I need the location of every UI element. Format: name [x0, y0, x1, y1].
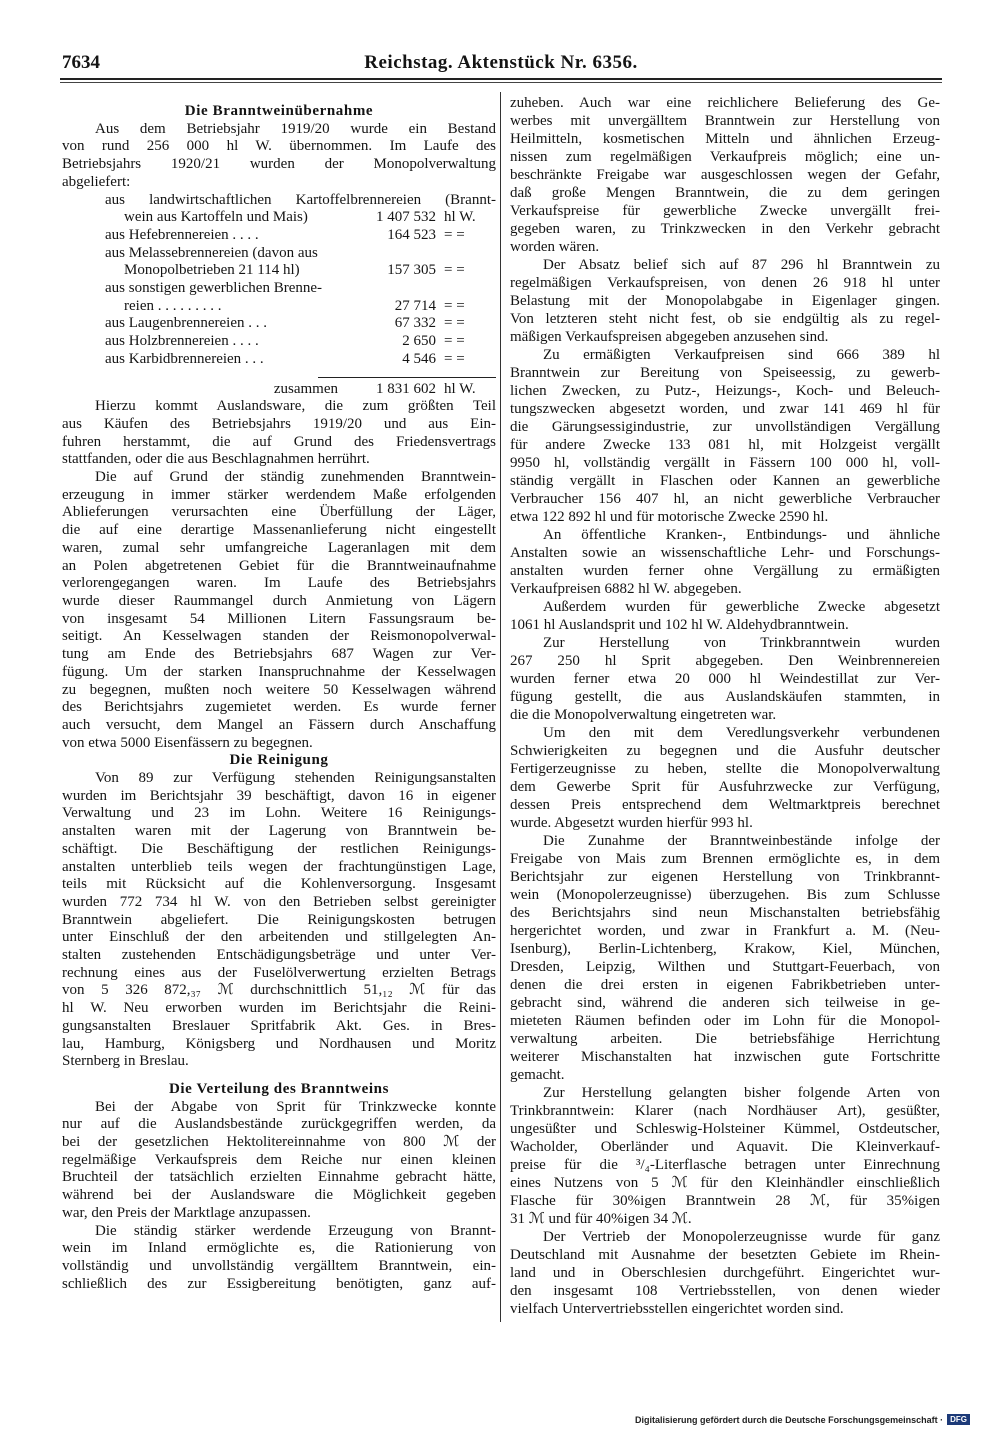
section-heading: Die Verteilung des Branntweins — [168, 1080, 390, 1097]
table-row — [62, 262, 496, 280]
text-line: anstalten unterblieb teils wegen der frachtungünstigen Lage, — [62, 858, 496, 875]
row-label: aus Laugenbrennereien . . . — [105, 315, 268, 332]
text-line: Außerdem wurden für gewerbliche Zwecke abgesetzt — [543, 599, 940, 615]
text-line: Zur Herstellung gelangten bisher folgende Arten von — [543, 1085, 940, 1101]
text-line: war, den Preis der Marktlage anzupassen. — [62, 1204, 311, 1221]
text-line: wurde. Abgesetzt wurden hierfür 993 hl. — [510, 815, 753, 831]
row-unit: = = — [444, 297, 465, 314]
text-line: Verkaufspreise für gewerbliche Zwecke unvergällt frei- — [510, 203, 940, 219]
header-rule-thin — [60, 82, 942, 83]
text-line: Berichtsjahr zur eigenen Herstellung von Trinkbrannt- — [510, 869, 940, 885]
text-line: gebracht sind, während die anderen sich teilweise in ge- — [510, 995, 940, 1011]
paragraph — [510, 526, 940, 598]
text-line: Anstalten sowie an wissenschaftliche Lehr- und Forschungs- — [510, 545, 940, 561]
text-line: Schwierigkeiten zu begegnen und die Ausfuhr deutscher — [510, 743, 940, 759]
text-line: Die auf Grund der ständig zunehmenden Branntwein- — [95, 469, 496, 486]
text-line: wurden im Berichtsjahr 39 beschäftigt, davon 16 in eigener — [62, 787, 496, 804]
text-line: daß große Mengen Branntwein, die zu dem geringen — [510, 185, 940, 201]
text-line: den insgesamt 108 Vertriebsstellen, von denen wieder — [510, 1283, 940, 1299]
text-line: verwaltung arbeiten. Die betriebsfähige Herrichtung — [510, 1031, 940, 1047]
text-line: weiterer Mischanstalten hat inzwischen gute Fortschritte — [510, 1049, 940, 1065]
text-line: die auf eine derartige Massenanlieferung nicht eingestellt — [62, 522, 496, 539]
dfg-logo: DFG — [947, 1414, 970, 1425]
row-label: aus landwirtschaftlichen Kartoffelbrennereien (Brannt- — [105, 191, 496, 208]
text-line: des Berichtsjahrs sind neun Mischanstalten betriebsfähig — [510, 905, 940, 921]
paragraph — [510, 724, 940, 832]
text-line: Trinkbranntwein: Klarer (nach Nordhäuser Art), gesüßter, — [510, 1103, 940, 1119]
text-line: wurde dieser Raummangel durch Anmietung von Lägern — [62, 592, 496, 609]
row-value — [346, 245, 436, 263]
text-line: Betriebsjahrs 1920/21 wurden der Monopolverwaltung — [62, 156, 496, 173]
text-line: worden wären. — [510, 239, 600, 255]
text-line: Der Absatz belief sich auf 87 296 hl Branntwein zu — [543, 257, 940, 273]
text-line: Branntwein zur Bereitung von Speiseessig, zu gewerb- — [510, 365, 940, 381]
text-line: 267 250 hl Sprit abgegeben. Den Weinbrennereien — [510, 653, 940, 669]
text-line: 31 ℳ und für 40%igen 34 ℳ. — [510, 1211, 692, 1227]
text-line: während bei der Auslandsware die Möglichkeit gegeben — [62, 1187, 496, 1204]
distillery-table — [62, 192, 496, 399]
paragraph — [62, 1223, 496, 1294]
text-line: verlorengegangen waren. Im Laufe des Betriebsjahrs — [62, 575, 496, 592]
text-line: schäftigt. Die Beschäftigung der restlichen Reinigungs- — [62, 840, 496, 857]
text-line: gemacht. — [510, 1067, 565, 1083]
text-line: stattfanden, oder die aus Beschlagnahmen herrührt. — [62, 451, 370, 468]
left-column — [62, 103, 496, 1293]
column-divider — [500, 92, 501, 1322]
text-line: lichen Zwecken, zu Putz-, Heizungs-, Koch- und Beleuch- — [510, 383, 940, 399]
text-line: von etwa 5000 Eisenfässern zu begegnen. — [62, 734, 313, 751]
table-row — [62, 192, 496, 210]
row-label: wein aus Kartoffeln und Mais) — [124, 209, 308, 226]
row-label: aus Holzbrennereien . . . . — [105, 333, 259, 350]
text-line: wurden 772 734 hl W. von den Betrieben selbst gereinigter — [62, 893, 496, 910]
text-line: ständig vergällt in Flaschen oder Kannen an gewerbliche — [510, 473, 940, 489]
text-line: Fertigerzeugnisse zu heben, stellte die Monopolverwaltung — [510, 761, 940, 777]
text-line: Wacholder, Oberländer und Aquavit. Die Kleinverkauf- — [510, 1139, 940, 1155]
text-line: Bei der Abgabe von Sprit für Trinkzwecke konnte — [95, 1098, 496, 1115]
text-line: Hierzu kommt Auslandsware, die zum größten Teil — [95, 398, 496, 415]
text-line: vielfach Untervertriebsstellen eingerichtet worden sind. — [510, 1301, 844, 1317]
table-row — [62, 298, 496, 316]
table-row — [62, 351, 496, 369]
text-line: teils mit Rücksicht auf die Kohlenversorgung. Insgesamt — [62, 876, 496, 893]
row-value: 27 714 — [394, 297, 436, 314]
text-line: vollständig und unvollständig vergälltem Branntwein, ein- — [62, 1258, 496, 1274]
row-label: aus Hefebrennereien . . . . — [105, 226, 259, 243]
text-line: fuhren herstammt, die auf Grund des Friedensvertrags — [62, 433, 496, 450]
text-line: Die ständig stärker werdende Erzeugung von Brannt- — [95, 1222, 496, 1239]
paragraph — [510, 256, 940, 346]
text-line: wurden ferner etwa 20 000 hl Weindestillat zur Ver- — [510, 671, 940, 687]
text-line: für andere Zwecke 133 081 hl, mit Holzgeist vergällt — [510, 437, 940, 453]
text-line: wein im Inland ermöglichte es, die Rationierung von — [62, 1240, 496, 1257]
text-line: mäßigen Verkaufspreisen abgegeben anzusehen sind. — [510, 329, 829, 345]
text-line: preise für die ³/₄-Literflasche betragen unter Einrechnung — [510, 1157, 940, 1173]
text-line: Die Zunahme der Branntweinbestände infolge der — [543, 833, 940, 849]
text-line: Verkaufpreisen 6882 hl W. abgegeben. — [510, 581, 742, 597]
text-line: gegeben waren, zu Trinkzwecken in den Verkehr gebracht — [510, 221, 940, 237]
text-line: regelmäßige Verkaufspreis dem Reiche nur einen kleinen — [62, 1151, 496, 1168]
row-label: reien . . . . . . . . . — [124, 297, 222, 314]
text-line: waren, zumal sehr umfangreiche Lageranlagen mit dem — [62, 539, 496, 556]
text-line: Isenburg), Berlin-Lichtenberg, Krakow, Kiel, München, — [510, 941, 940, 957]
total-unit: hl W. — [444, 380, 476, 397]
row-label: aus Karbidbrennereien . . . — [105, 350, 264, 367]
paragraph — [62, 398, 496, 469]
row-unit: = = — [444, 350, 465, 367]
page-header — [62, 52, 940, 78]
text-line: seitigt. An Kesselwagen standen der Reismonopolverwal- — [62, 628, 496, 645]
text-line: 9950 hl, vollständig vergällt in Fässern 100 000 hl, voll- — [510, 455, 940, 471]
text-line: lau, Hamburg, Königsberg und Nordhausen und Moritz — [62, 1035, 496, 1052]
text-line: Um den mit dem Veredlungsverkehr verbundenen — [543, 725, 940, 741]
header-rule — [60, 78, 942, 80]
row-label: aus Melassebrennereien (davon aus — [105, 244, 318, 261]
text-line: hergerichtet worden, und zwar in Frankfurt a. M. (Neu- — [510, 923, 940, 939]
text-line: ungesüßter und Schleswig-Holsteiner Kümmel, Ostdeutscher, — [510, 1121, 940, 1137]
row-value: 67 332 — [394, 315, 436, 332]
text-line: Von 89 zur Verfügung stehenden Reinigungsanstalten — [95, 770, 496, 787]
text-line: 1061 hl Auslandsprit und 102 hl W. Aldehydbranntwein. — [510, 617, 849, 633]
text-line: auch versucht, dem Mangel an Fässern durch Anschaffung — [62, 716, 496, 733]
paragraph — [62, 770, 496, 1071]
text-line: schließlich des zur Essigbereitung benötigten, ganz auf- — [62, 1275, 496, 1292]
row-label: aus sonstigen gewerblichen Brenne- — [105, 280, 323, 297]
text-line: Ablieferungen verursachten eine Überfüllung der Läger, — [62, 504, 496, 521]
text-line: denen die drei ersten in eigenen Fabrikbetrieben unter- — [510, 977, 940, 993]
text-line: an Polen abgetretenen Gebiet für die Branntweinaufnahme — [62, 557, 496, 574]
paragraph — [510, 94, 940, 256]
row-unit — [436, 245, 496, 263]
row-value: 4 546 — [402, 350, 436, 367]
table-row — [62, 227, 496, 245]
text-line: land und in Oberschlesien durchgeführt. Eingerichtet wur- — [510, 1265, 940, 1281]
text-line: von insgesamt 54 Millionen Litern Fassungsraum be- — [62, 610, 496, 627]
row-unit: = = — [444, 262, 465, 279]
text-line: zuheben. Auch war eine reichlichere Belieferung des Ge- — [510, 95, 940, 111]
row-unit: = = — [444, 315, 465, 332]
text-line: nissen zum regelmäßigen Verkaufpreis möglich; eine un- — [510, 149, 940, 165]
section-heading: Die Branntweinübernahme — [184, 103, 374, 119]
footer-text: Digitalisierung gefördert durch die Deutsche Forschungsgemeinschaft · — [635, 1414, 944, 1425]
footer-credit — [635, 1414, 970, 1425]
text-line: Der Vertrieb der Monopolerzeugnisse wurde für ganz — [543, 1229, 940, 1245]
table-row — [62, 245, 496, 263]
text-line: mieteten Räumen befinden oder im Lohn für die Monopol- — [510, 1013, 940, 1029]
text-line: Aus dem Betriebsjahr 1919/20 wurde ein Bestand — [95, 120, 496, 137]
row-unit: = = — [444, 226, 465, 243]
paragraph — [62, 1099, 496, 1223]
row-value: 2 650 — [402, 333, 436, 350]
row-unit: = = — [444, 333, 465, 350]
text-line: etwa 122 892 hl und für motorische Zwecke 2590 hl. — [510, 509, 829, 525]
text-line: Bruchteil der tatsächlich erzielten Einnahme gebracht hätte, — [62, 1169, 496, 1186]
text-line: Verwaltung und 23 im Lohn. Weitere 16 Reinigungs- — [62, 805, 496, 822]
text-line: nur auf die Auslandsbestände zurückgegriffen werden, da — [62, 1116, 496, 1133]
row-unit — [436, 280, 496, 298]
text-line: die die Monopolverwaltung eingetreten war. — [510, 707, 777, 723]
text-line: Deutschland mit Ausnahme der besetzten Gebiete im Rhein- — [510, 1247, 940, 1263]
text-line: Flasche für 30%igen Branntwein 28 ℳ, für 35%igen — [510, 1193, 940, 1209]
text-line: die Gärungsessigindustrie, zur unvollständigen Vergällung — [510, 419, 940, 435]
text-line: Sternberg in Breslau. — [62, 1053, 189, 1070]
text-line: von 5 326 872,₃₇ ℳ durchschnittlich 51,₁₂ ℳ für das — [62, 982, 496, 999]
text-line: anstalten wurden ferner ohne Vergällung zu ermäßigten — [510, 563, 940, 579]
text-line: An öffentliche Kranken-, Entbindungs- und ähnliche — [543, 527, 940, 543]
text-line: dessen Preis entsprechend dem Weltmarktpreis berechnet — [510, 797, 940, 813]
paragraph — [510, 1228, 940, 1318]
text-line: gungsanstalten Breslauer Spritfabrik Akt. Ges. in Bres- — [62, 1017, 496, 1034]
text-line: Branntwein abgeliefert. Die Reinigungskosten betrugen — [62, 911, 496, 928]
row-unit: hl W. — [444, 209, 476, 226]
text-line: unter Einschluß der den arbeitenden und stillgelegten An- — [62, 929, 496, 946]
row-label: Monopolbetrieben 21 114 hl) — [124, 262, 300, 279]
text-line: eines Nutzens von 5 ℳ für den Kleinhändler einschließlich — [510, 1175, 940, 1191]
section-heading: Die Reinigung — [229, 752, 329, 769]
text-line: Belastung mit der Monopolabgabe in Eigenlager gingen. — [510, 293, 940, 309]
text-line: rechnung eines aus der Fuselölverwertung erzielten Betrags — [62, 964, 496, 981]
text-line: Zur Herstellung von Trinkbranntwein wurden — [543, 635, 940, 651]
row-value: 157 305 — [387, 262, 436, 279]
row-value: 1 407 532 — [376, 209, 436, 226]
text-line: tung am Ende des Betriebsjahrs 687 Wagen zur Ver- — [62, 646, 496, 663]
text-line: fügung. Um der starken Inanspruchnahme der Kesselwagen — [62, 663, 496, 680]
text-line: erzeugung in immer stärker werdendem Maße erfolgenden — [62, 486, 496, 503]
text-line: dem Gewerbe Sprit für Ausfuhrzwecke zur Verfügung, — [510, 779, 940, 795]
text-line: beschränkte Freigabe war ausgeschlossen wegen der Gefahr, — [510, 167, 940, 183]
paragraph — [62, 469, 496, 752]
paragraph — [510, 832, 940, 1084]
paragraph — [510, 346, 940, 526]
text-line: von rund 256 000 hl W. übernommen. Im Laufe des — [62, 138, 496, 155]
paragraph — [510, 634, 940, 724]
total-label: zusammen — [273, 380, 338, 397]
paragraph — [510, 598, 940, 634]
running-title: Reichstag. Aktenstück Nr. 6356. — [364, 52, 638, 73]
table-row — [62, 333, 496, 351]
right-column — [510, 94, 940, 1318]
text-line: hl W. Neu erworben wurden im Berichtsjahr die Reini- — [62, 1000, 496, 1017]
row-value — [346, 280, 436, 298]
table-row — [62, 209, 496, 227]
text-line: abgeliefert: — [62, 173, 131, 190]
text-line: Heilmitteln, kosmetischen Mitteln und ähnlichen Erzeug- — [510, 131, 940, 147]
text-line: Freigabe von Mais zum Brennen ermöglichte es, in dem — [510, 851, 940, 867]
text-line: Zu ermäßigten Verkaufpreisen sind 666 389 hl — [543, 347, 940, 363]
text-line: anstalten waren mit der Lagerung von Branntwein be- — [62, 823, 496, 840]
text-line: Dresden, Leipzig, Wilthen und Stuttgart-Feuerbach, von — [510, 959, 940, 975]
page-number: 7634 — [62, 52, 100, 73]
text-line: des Berichtsjahrs zugemietet werden. Es wurde ferner — [62, 699, 496, 716]
text-line: aus Käufen des Betriebsjahrs 1919/20 und aus Ein- — [62, 415, 496, 432]
text-line: bei der gesetzlichen Hektolitereinnahme von 800 ℳ der — [62, 1134, 496, 1151]
text-line: Verbraucher 156 407 hl, an nicht gewerbliche Verbraucher — [510, 491, 940, 507]
text-line: zu begegnen, mußten noch weitere 50 Kesselwagen während — [62, 681, 496, 698]
text-line: tungszwecken abgesetzt worden, und zwar 141 469 hl für — [510, 401, 940, 417]
text-line: werbes mit unvergälltem Branntwein zur Herstellung von — [510, 113, 940, 129]
total-value: 1 831 602 — [376, 380, 436, 397]
text-line: fügung gestellt, die aus Auslandskäufen stammten, in — [510, 689, 940, 705]
paragraph — [510, 1084, 940, 1228]
text-line: stalten zustehenden Entschädigungsbeträge und unter Ver- — [62, 947, 496, 964]
paragraph — [62, 121, 496, 192]
table-row — [62, 280, 496, 298]
text-line: regelmäßigen Verkaufspreisen, von denen 26 918 hl unter — [510, 275, 940, 291]
row-value: 164 523 — [387, 226, 436, 243]
text-line: wein (Monopolerzeugnisse) überzugehen. Bis zum Schlusse — [510, 887, 940, 903]
text-line: Von letzteren steht nicht fest, ob sie endgültig als zu regel- — [510, 311, 940, 327]
table-row — [62, 315, 496, 333]
table-total-row — [62, 381, 496, 399]
